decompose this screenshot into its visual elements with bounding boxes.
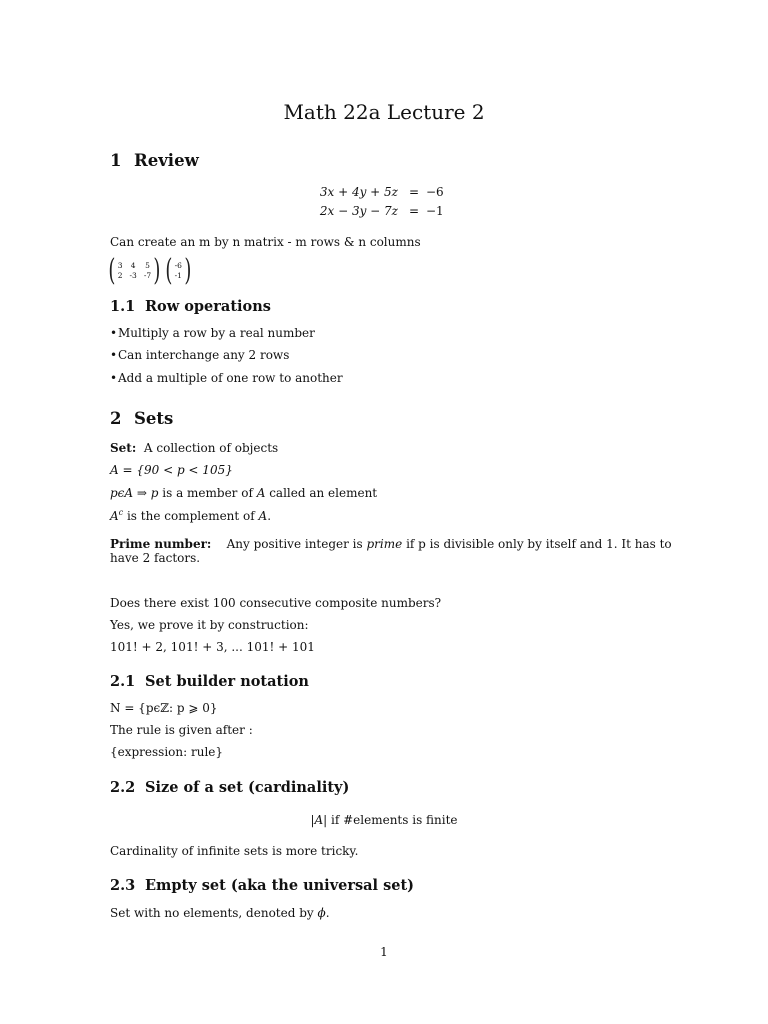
- matrix-cell: 5: [145, 261, 150, 270]
- right-paren: ): [153, 253, 161, 288]
- member-math: pϵA ⇒ p: [110, 486, 159, 500]
- prime-italic: prime: [366, 537, 403, 551]
- matrix-cell: -7: [143, 271, 152, 280]
- document-title-wrap: [0, 100, 768, 124]
- infinite-sets-text: Cardinality of infinite sets is more tricky.: [110, 844, 359, 858]
- complement-text: is the complement of: [123, 509, 259, 523]
- rule-after-text: The rule is given after :: [110, 723, 253, 737]
- section-number: 2.2: [110, 779, 136, 796]
- cardinality-math: |A|: [310, 813, 328, 827]
- set-definition: [110, 441, 278, 455]
- matrix-cell: 4: [130, 261, 136, 270]
- definition-label: Set:: [110, 441, 137, 455]
- cardinality-text: if #elements is finite: [327, 813, 458, 827]
- subsection-heading-cardinality: [110, 779, 349, 796]
- section-heading-sets: [110, 409, 173, 428]
- bullet-icon: •: [110, 348, 118, 362]
- matrix-cell: 2: [117, 271, 123, 280]
- complement-line: [110, 508, 271, 523]
- prime-text-1: Any positive integer is: [226, 537, 367, 551]
- prime-definition-line-2: have 2 factors.: [110, 551, 201, 565]
- cardinality-formula: [0, 813, 768, 827]
- list-item: [110, 348, 289, 362]
- member-text: is a member of: [158, 486, 257, 500]
- prime-text-2: if p is divisible only by itself and 1. It has to: [402, 537, 672, 551]
- complement-superscript: c: [118, 508, 124, 517]
- composite-question: Does there exist 100 consecutive composite numbers?: [110, 596, 442, 610]
- prime-definition-line-1: [110, 537, 672, 551]
- equation-equals: =: [408, 204, 420, 218]
- member-line: [110, 486, 377, 500]
- equation-lhs: 3x + 4y + 5z: [319, 185, 398, 199]
- section-number: 2.3: [110, 877, 136, 894]
- left-paren: (: [108, 253, 116, 288]
- section-title: Row operations: [145, 298, 271, 315]
- matrix-cell: 3: [117, 261, 123, 270]
- member-text-2: called an element: [265, 486, 378, 500]
- naturals-definition: N = {pϵℤ: p ⩾ 0}: [110, 701, 218, 715]
- set-a-definition: A = {90 < p < 105}: [110, 463, 233, 477]
- complement-math: A: [110, 509, 119, 523]
- list-item-text: Can interchange any 2 rows: [118, 348, 290, 362]
- left-paren: (: [165, 253, 173, 288]
- matrix-cell: -3: [129, 271, 137, 280]
- bullet-icon: •: [110, 371, 118, 385]
- list-item-text: Add a multiple of one row to another: [118, 371, 343, 385]
- complement-math-2: A: [258, 509, 268, 523]
- subsection-heading-empty-set: [110, 877, 414, 894]
- document-title: Math 22a Lecture 2: [283, 100, 485, 124]
- section-number: 2: [110, 409, 122, 428]
- subsection-heading-set-builder: [110, 673, 309, 690]
- section-title: Sets: [134, 409, 174, 428]
- member-math-2: A: [256, 486, 266, 500]
- list-item: [110, 326, 315, 340]
- composite-sequence: 101! + 2, 101! + 3, ... 101! + 101: [110, 640, 315, 654]
- empty-set-description: Set with no elements, denoted by: [110, 906, 318, 920]
- matrix-description: Can create an m by n matrix - m rows & n columns: [110, 235, 421, 249]
- section-title: Set builder notation: [145, 673, 309, 690]
- constant-vector: [175, 261, 182, 281]
- equation-rhs: −6: [426, 185, 444, 199]
- section-title: Size of a set (cardinality): [145, 779, 350, 796]
- list-item: [110, 371, 343, 385]
- equation-equals: =: [408, 185, 420, 199]
- section-number: 1.1: [110, 298, 136, 315]
- empty-set-text: [110, 906, 330, 920]
- equation-rhs: −1: [426, 204, 444, 218]
- bullet-icon: •: [110, 326, 118, 340]
- section-heading-review: [110, 151, 199, 170]
- equation-lhs: 2x − 3y − 7z: [319, 204, 398, 218]
- augmented-matrix: [106, 253, 194, 288]
- right-paren: ): [184, 253, 192, 288]
- list-item-text: Multiply a row by a real number: [118, 326, 315, 340]
- empty-set-end: .: [325, 906, 330, 920]
- section-number: 1: [110, 151, 122, 170]
- matrix-cell: -1: [174, 271, 182, 280]
- section-number: 2.1: [110, 673, 136, 690]
- empty-set-symbol: ϕ: [317, 906, 326, 920]
- definition-text: A collection of objects: [143, 441, 279, 455]
- expression-rule-text: {expression: rule}: [110, 745, 224, 759]
- complement-end: .: [267, 509, 272, 523]
- section-title: Review: [134, 151, 199, 170]
- page-number: 1: [380, 945, 388, 959]
- section-title: Empty set (aka the universal set): [145, 877, 415, 894]
- prime-label: Prime number:: [110, 537, 212, 551]
- composite-answer: Yes, we prove it by construction:: [110, 618, 309, 632]
- subsection-heading-row-operations: [110, 298, 271, 315]
- matrix-cell: -6: [174, 261, 182, 270]
- coefficient-matrix: [118, 261, 151, 281]
